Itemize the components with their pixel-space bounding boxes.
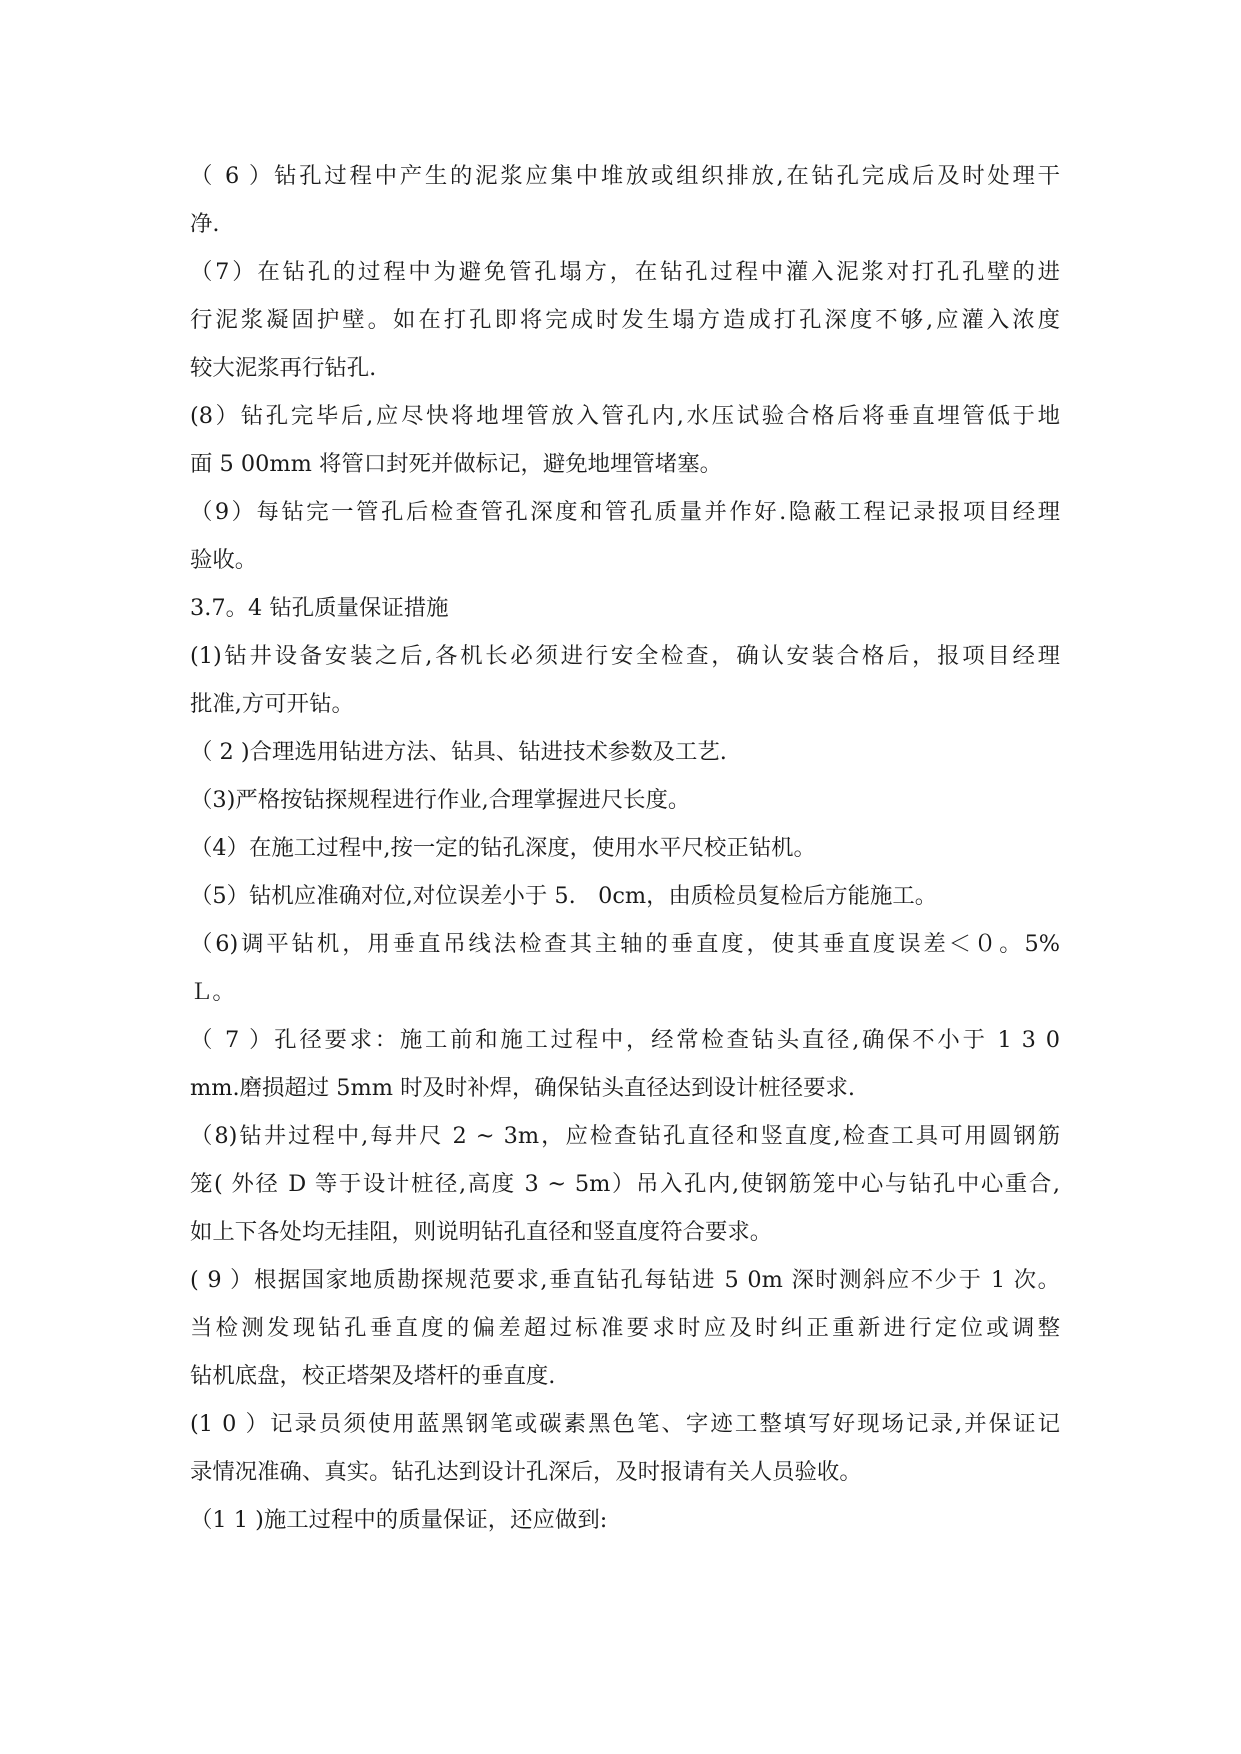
- text-line: （4）在施工过程中,按一定的钻孔深度，使用水平尺校正钻机。: [190, 835, 816, 861]
- text-line: 净.: [190, 211, 220, 237]
- text-line: 行泥浆凝固护壁。如在打孔即将完成时发生塌方造成打孔深度不够,应灌入浓度: [190, 307, 1060, 333]
- text-line: （8)钻井过程中,每井尺 2 ~ 3m，应检查钻孔直径和竖直度,检查工具可用圆钢筋: [190, 1123, 1060, 1149]
- document-body-text: [190, 152, 1060, 1544]
- text-line: 笼( 外径 D 等于设计桩径,高度 3 ~ 5m）吊入孔内,使钢筋笼中心与钻孔中心重合,: [190, 1171, 1060, 1197]
- text-line: 当检测发现钻孔垂直度的偏差超过标准要求时应及时纠正重新进行定位或调整: [190, 1315, 1060, 1341]
- text-line: 验收。: [190, 547, 258, 573]
- text-line: （5）钻机应准确对位,对位误差小于 5. 0cm，由质检员复检后方能施工。: [190, 883, 938, 909]
- text-line: 批准,方可开钻。: [190, 691, 354, 717]
- text-line: (8）钻孔完毕后,应尽快将地埋管放入管孔内,水压试验合格后将垂直埋管低于地: [190, 403, 1060, 429]
- text-line: （9）每钻完一管孔后检查管孔深度和管孔质量并作好.隐蔽工程记录报项目经理: [190, 499, 1060, 525]
- text-line: Ｌ。: [190, 979, 235, 1005]
- text-line: （3)严格按钻探规程进行作业,合理掌握进尺长度。: [190, 787, 691, 813]
- text-line: 录情况准确、真实。钻孔达到设计孔深后，及时报请有关人员验收。: [190, 1459, 862, 1485]
- text-line: 3.7。4 钻孔质量保证措施: [190, 595, 449, 621]
- text-line: （ 6 ）钻孔过程中产生的泥浆应集中堆放或组织排放,在钻孔完成后及时处理干: [190, 163, 1060, 189]
- text-line: 钻机底盘，校正塔架及塔杆的垂直度.: [190, 1363, 556, 1389]
- text-line: （7）在钻孔的过程中为避免管孔塌方，在钻孔过程中灌入泥浆对打孔孔壁的进: [190, 259, 1060, 285]
- text-line: 较大泥浆再行钻孔.: [190, 355, 377, 381]
- text-line: (1 0 ）记录员须使用蓝黑钢笔或碳素黑色笔、字迹工整填写好现场记录,并保证记: [190, 1411, 1060, 1437]
- text-line: （6)调平钻机，用垂直吊线法检查其主轴的垂直度，使其垂直度误差＜０。5%: [190, 931, 1060, 957]
- text-line: 如上下各处均无挂阻，则说明钻孔直径和竖直度符合要求。: [190, 1219, 773, 1245]
- text-line: （ 2 )合理选用钻进方法、钻具、钻进技术参数及工艺.: [190, 739, 727, 765]
- text-line: (1)钻井设备安装之后,各机长必须进行安全检查，确认安装合格后，报项目经理: [190, 643, 1060, 669]
- text-line: ( 9 ）根据国家地质勘探规范要求,垂直钻孔每钻进 5 0m 深时测斜应不少于 1 次。: [190, 1267, 1060, 1293]
- text-line: mm.磨损超过 5mm 时及时补焊，确保钻头直径达到设计桩径要求.: [190, 1075, 856, 1101]
- text-line: 面 5 00mm 将管口封死并做标记，避免地埋管堵塞。: [190, 451, 722, 477]
- text-line: （1 1 )施工过程中的质量保证，还应做到:: [190, 1507, 608, 1533]
- text-line: （ 7 ）孔径要求：施工前和施工过程中，经常检查钻头直径,确保不小于 1 3 0: [190, 1027, 1060, 1053]
